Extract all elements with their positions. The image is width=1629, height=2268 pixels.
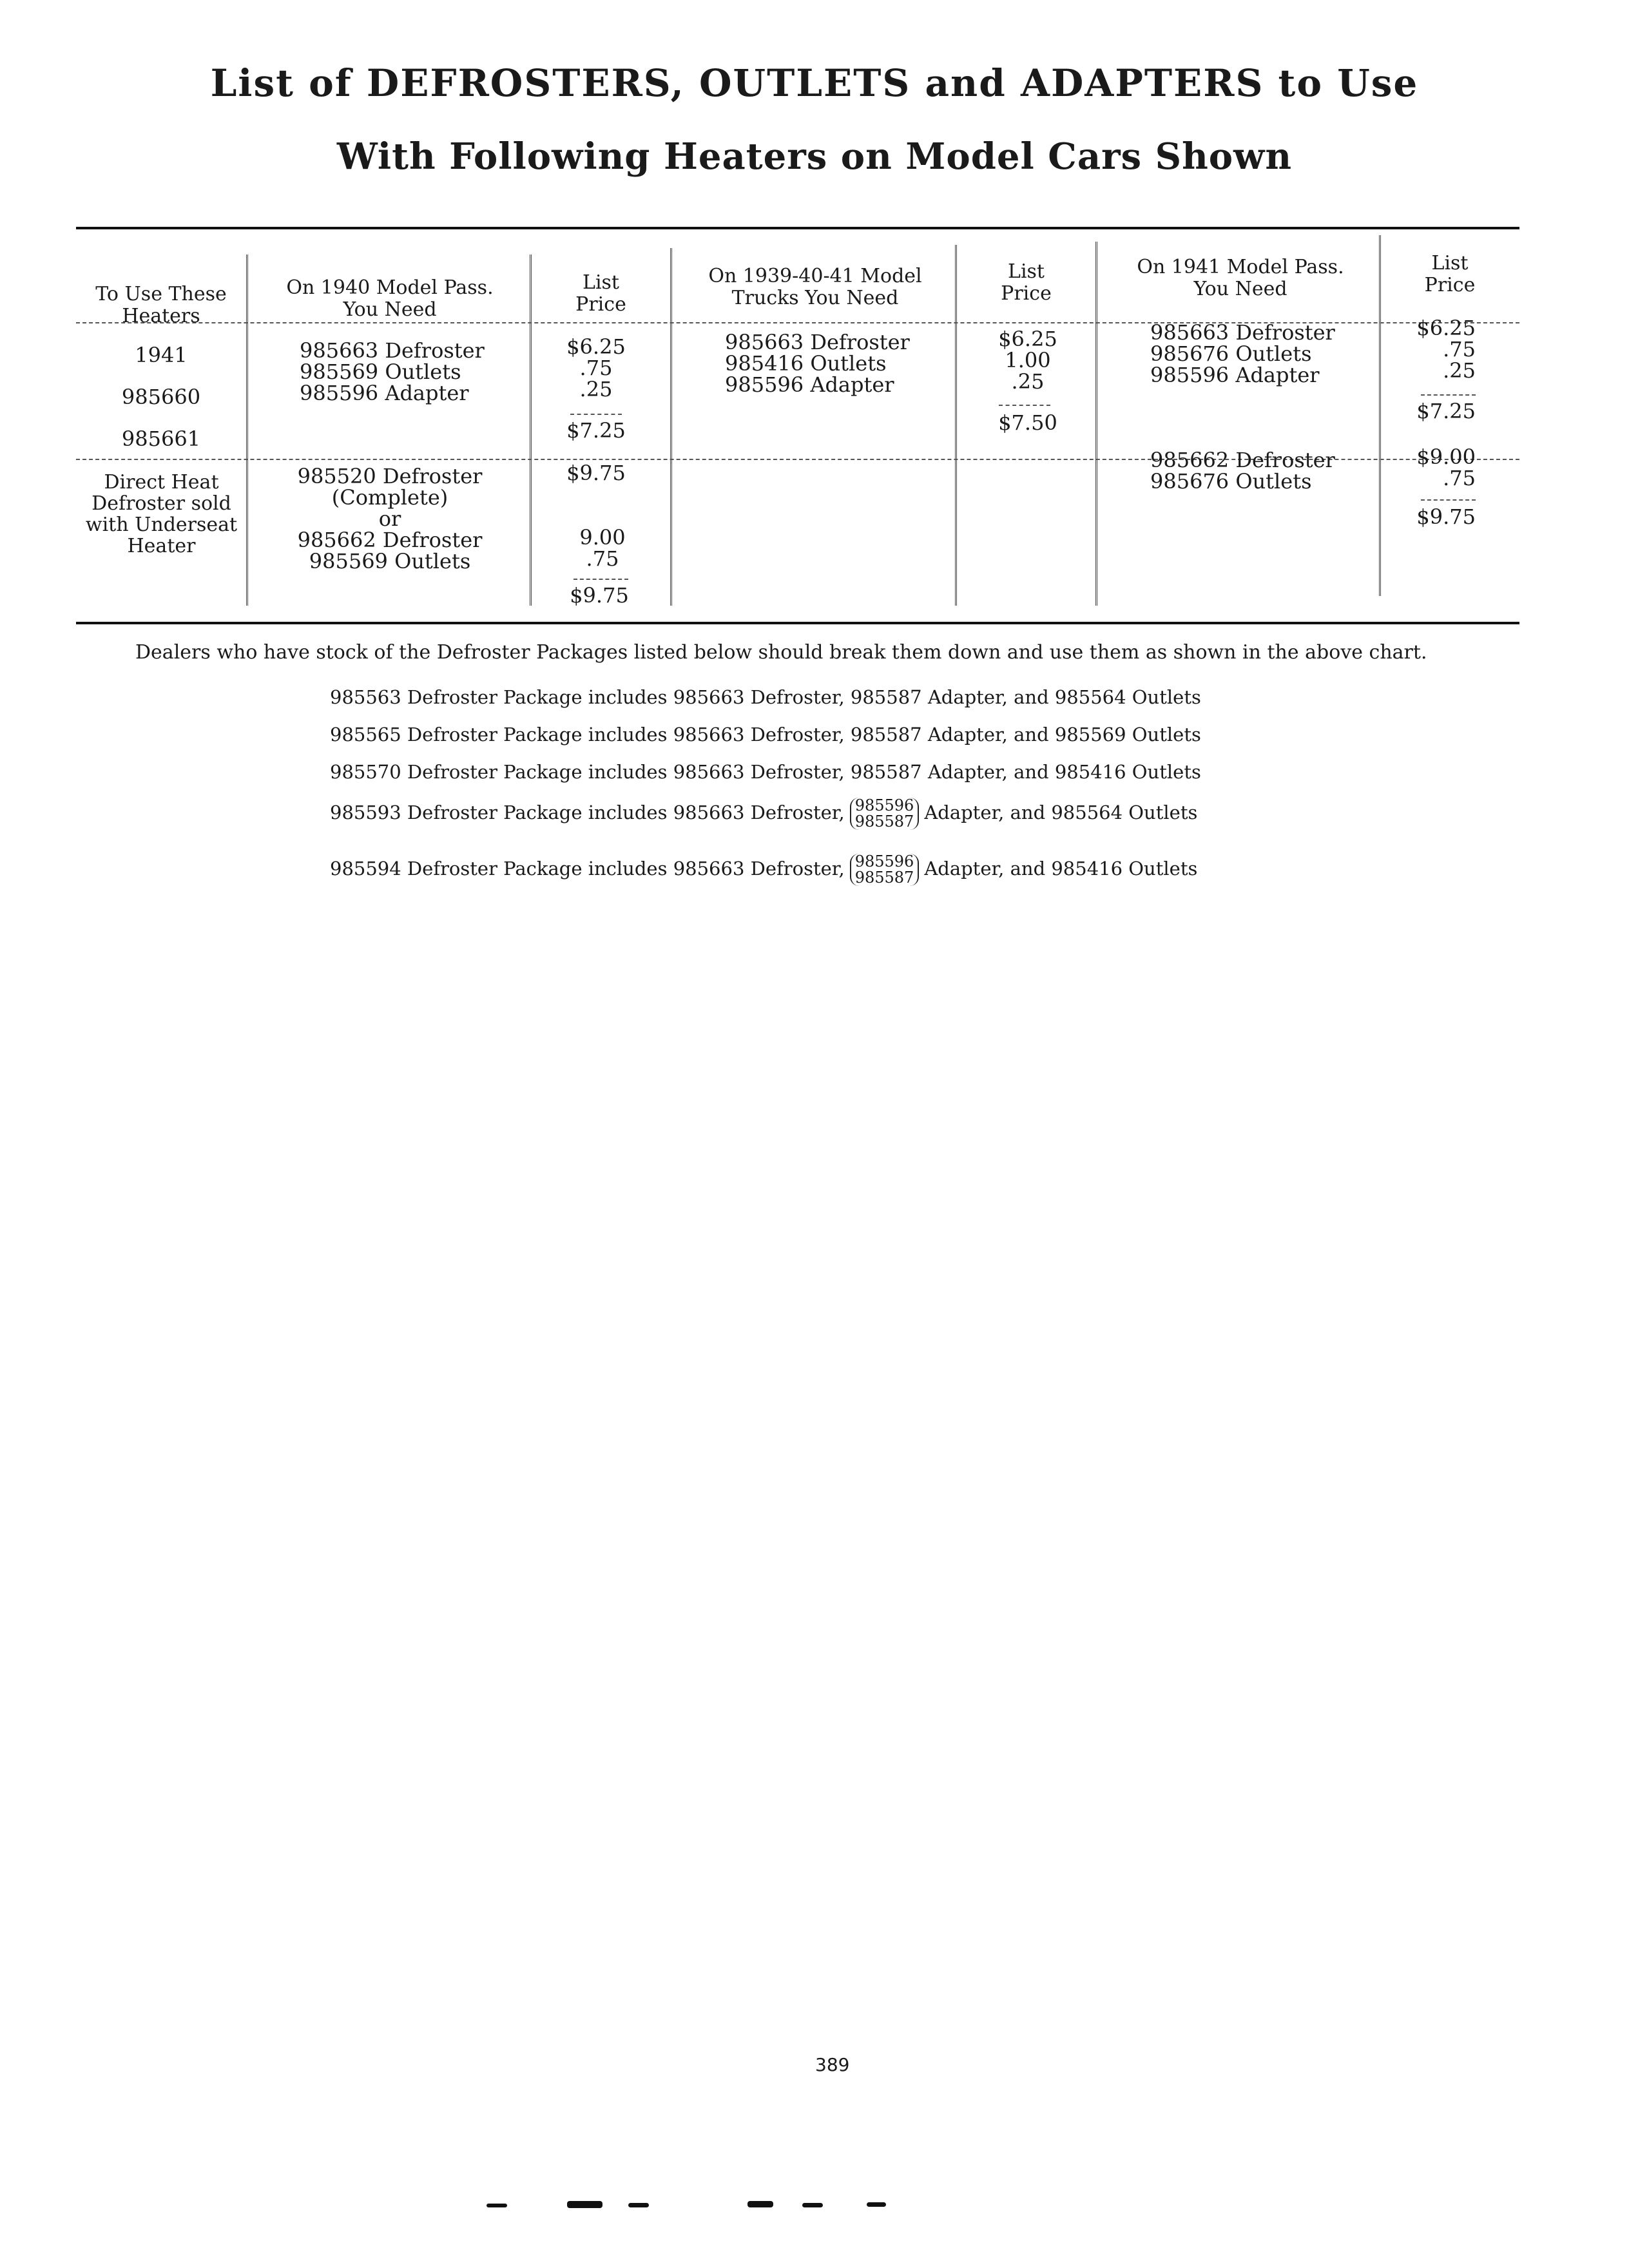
- trucks-total: $7.50: [998, 410, 1057, 435]
- pass1940-total-2: $9.75: [570, 583, 629, 608]
- package-suffix: Adapter, and 985564 Outlets: [924, 802, 1198, 823]
- package-line: [330, 798, 1197, 830]
- column-divider: [955, 245, 957, 606]
- package-line: 985565 Defroster Package includes 985663 Defroster, 985587 Adapter, and 985569 Outlets: [330, 724, 1201, 745]
- subtotal-rule: [1421, 499, 1476, 501]
- pass1941-prices-2: $9.00 .75: [1416, 445, 1476, 490]
- part-number-brace: [850, 798, 920, 830]
- subtotal-rule: [574, 579, 628, 580]
- subtotal-rule: [999, 405, 1050, 406]
- table-bottom-rule: [76, 622, 1519, 624]
- column-divider: [670, 248, 672, 606]
- trucks-items: 985663 Defroster 985416 Outlets 985596 Adapter: [725, 330, 910, 397]
- pass1940-prices: $6.25 .75 .25: [566, 334, 626, 401]
- scan-artifact: [487, 2204, 507, 2207]
- pass1940-items-2: 985520 Defroster (Complete) or 985662 Defroster 985569 Outlets: [297, 464, 483, 573]
- column-divider: [1379, 235, 1381, 596]
- package-prefix: 985593 Defroster Package includes 985663 Defroster,: [330, 802, 845, 823]
- pass1940-prices-b: 9.00 .75: [579, 525, 626, 571]
- heater-985661: 985661: [121, 427, 201, 451]
- header-price-3: List Price: [1424, 252, 1476, 296]
- scan-artifact: [867, 2202, 886, 2207]
- page-title-line-1: List of DEFROSTERS, OUTLETS and ADAPTERS to Use: [210, 61, 1419, 105]
- brace-bottom: 985587: [854, 869, 914, 887]
- scan-artifact: [747, 2201, 773, 2207]
- header-price-2: List Price: [1001, 260, 1052, 305]
- pass1940-items: 985663 Defroster 985569 Outlets 985596 Adapter: [300, 338, 485, 405]
- table-top-rule: [76, 227, 1519, 229]
- heater-1941: 1941: [135, 343, 188, 367]
- package-line: 985570 Defroster Package includes 985663 Defroster, 985587 Adapter, and 985416 Outlets: [330, 761, 1201, 783]
- brace-top: 985596: [854, 852, 914, 870]
- header-trucks: On 1939-40-41 Model Trucks You Need: [708, 265, 922, 309]
- heater-direct-heat: Direct Heat Defroster sold with Underseat Heater: [85, 471, 238, 557]
- package-line: 985563 Defroster Package includes 985663 Defroster, 985587 Adapter, and 985564 Outlets: [330, 686, 1201, 708]
- header-1941-pass: On 1941 Model Pass. You Need: [1137, 256, 1344, 300]
- pass1941-total-2: $9.75: [1416, 505, 1476, 529]
- subtotal-rule: [1421, 394, 1476, 396]
- brace-bottom: 985587: [854, 812, 914, 831]
- part-number-brace: [850, 854, 920, 886]
- header-price-1: List Price: [575, 271, 626, 316]
- header-1940-pass: On 1940 Model Pass. You Need: [286, 276, 494, 321]
- pass1941-total: $7.25: [1416, 399, 1476, 423]
- brace-top: 985596: [854, 796, 914, 814]
- pass1940-total: $7.25: [566, 418, 626, 443]
- scan-artifact: [802, 2203, 823, 2207]
- trucks-prices: $6.25 1.00 .25: [998, 327, 1057, 394]
- page-title-line-2: With Following Heaters on Model Cars Shown: [336, 135, 1293, 178]
- pass1940-price-a: $9.75: [566, 461, 626, 485]
- dealer-note: Dealers who have stock of the Defroster Packages listed below should break them down and use them as shown in the above chart.: [135, 641, 1427, 664]
- column-divider: [1095, 242, 1097, 606]
- package-prefix: 985594 Defroster Package includes 985663 Defroster,: [330, 858, 845, 879]
- column-divider: [530, 255, 532, 606]
- scan-artifact: [628, 2203, 649, 2207]
- package-suffix: Adapter, and 985416 Outlets: [924, 858, 1198, 879]
- pass1941-items-2: 985662 Defroster 985676 Outlets: [1150, 448, 1335, 494]
- header-heaters: To Use These Heaters: [95, 283, 227, 327]
- subtotal-rule: [570, 414, 622, 415]
- scan-artifact: [567, 2201, 602, 2208]
- heater-985660: 985660: [121, 385, 201, 409]
- package-line: [330, 854, 1197, 886]
- pass1941-prices: $6.25 .75 .25: [1416, 316, 1476, 383]
- pass1941-items: 985663 Defroster 985676 Outlets 985596 Adapter: [1150, 320, 1335, 387]
- page-number: 389: [815, 2054, 850, 2075]
